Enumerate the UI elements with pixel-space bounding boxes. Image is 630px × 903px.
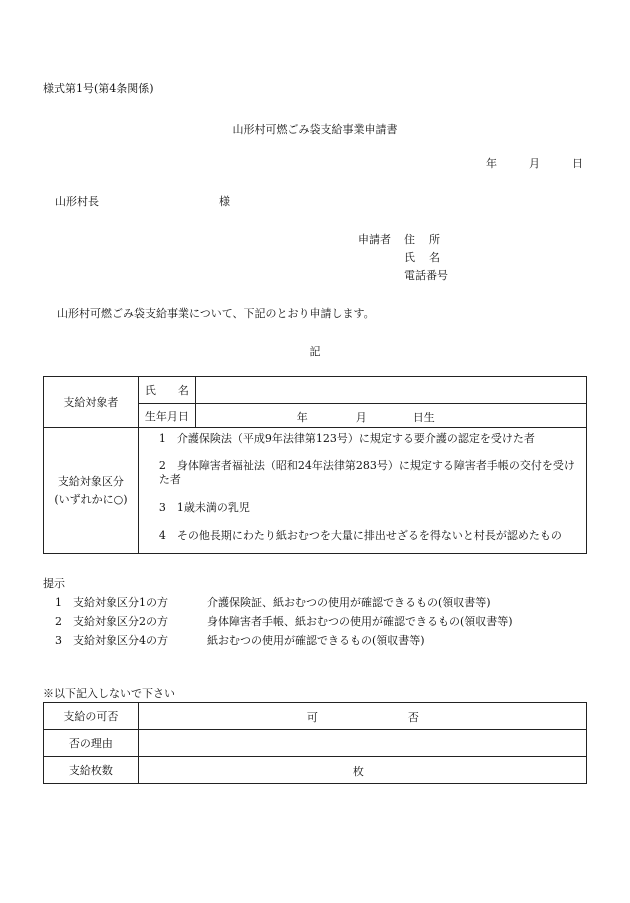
name-label: 氏 名: [138, 377, 195, 404]
dob-field[interactable]: [195, 404, 586, 428]
addressee: [55, 193, 230, 209]
category-options[interactable]: [138, 428, 586, 554]
applicant-label: 申請者: [358, 233, 391, 246]
applicant-name-label: 氏 名: [404, 251, 440, 264]
addressee-name: 山形村長: [55, 195, 99, 208]
category-label: 支給対象区分: [57, 474, 124, 488]
applicant-phone-label: 電話番号: [404, 269, 448, 282]
category-label-cell: [44, 428, 139, 554]
approval-field[interactable]: [138, 703, 586, 730]
category-option-4[interactable]: 4 その他長期にわたり紙おむつを大量に排出せざるを得ないと村長が認めたもの: [158, 529, 562, 542]
dob-year-label: 年: [296, 411, 308, 424]
addressee-honorific: 様: [219, 195, 230, 208]
date-month-label: 月: [529, 157, 540, 170]
date-line: [486, 155, 583, 171]
note-item-2: 2 支給対象区分2の方 身体障害者手帳、紙おむつの使用が確認できるもの(領収書等): [55, 615, 513, 628]
category-option-2[interactable]: 2 身体障害者福祉法（昭和24年法律第283号）に規定する障害者手帳の交付を受けた者: [158, 459, 575, 486]
document-title: 山形村可燃ごみ袋支給事業申請書: [232, 123, 398, 136]
form-number: 様式第1号(第4条関係): [43, 82, 154, 95]
reason-field[interactable]: [138, 730, 586, 757]
count-unit: 枚: [352, 765, 364, 778]
reason-label: 否の理由: [44, 730, 139, 757]
applicant-name-row: [358, 249, 440, 265]
office-use-note: ※以下記入しないで下さい: [43, 687, 175, 700]
target-person-label: 支給対象者: [44, 377, 139, 428]
intro-text: 山形村可燃ごみ袋支給事業について、下記のとおり申請します。: [57, 307, 375, 320]
deny-option[interactable]: 否: [407, 711, 419, 724]
applicant-address-label: 住 所: [404, 233, 440, 246]
name-field[interactable]: [195, 377, 586, 404]
dob-day-label: 日生: [412, 411, 435, 424]
category-hint: (いずれかに○): [54, 492, 128, 506]
ki-heading: 記: [309, 345, 321, 358]
count-field[interactable]: [138, 757, 586, 784]
date-year-label: 年: [486, 157, 497, 170]
category-option-3[interactable]: 3 1歳未満の乳児: [158, 501, 250, 514]
applicant-address-row: [358, 231, 440, 247]
note-item-1: 1 支給対象区分1の方 介護保険証、紙おむつの使用が確認できるもの(領収書等): [55, 596, 491, 609]
note-item-3: 3 支給対象区分4の方 紙おむつの使用が確認できるもの(領収書等): [55, 634, 425, 647]
approve-option[interactable]: 可: [306, 711, 318, 724]
notes-title: 提示: [43, 577, 65, 590]
office-use-table: [43, 702, 587, 784]
application-table: [43, 376, 587, 554]
applicant-phone-row: [358, 267, 448, 283]
dob-label: 生年月日: [138, 404, 195, 428]
dob-month-label: 月: [355, 411, 367, 424]
category-option-1[interactable]: 1 介護保険法（平成9年法律第123号）に規定する要介護の認定を受けた者: [158, 432, 535, 445]
date-day-label: 日: [572, 157, 583, 170]
count-label: 支給枚数: [44, 757, 139, 784]
approval-label: 支給の可否: [44, 703, 139, 730]
